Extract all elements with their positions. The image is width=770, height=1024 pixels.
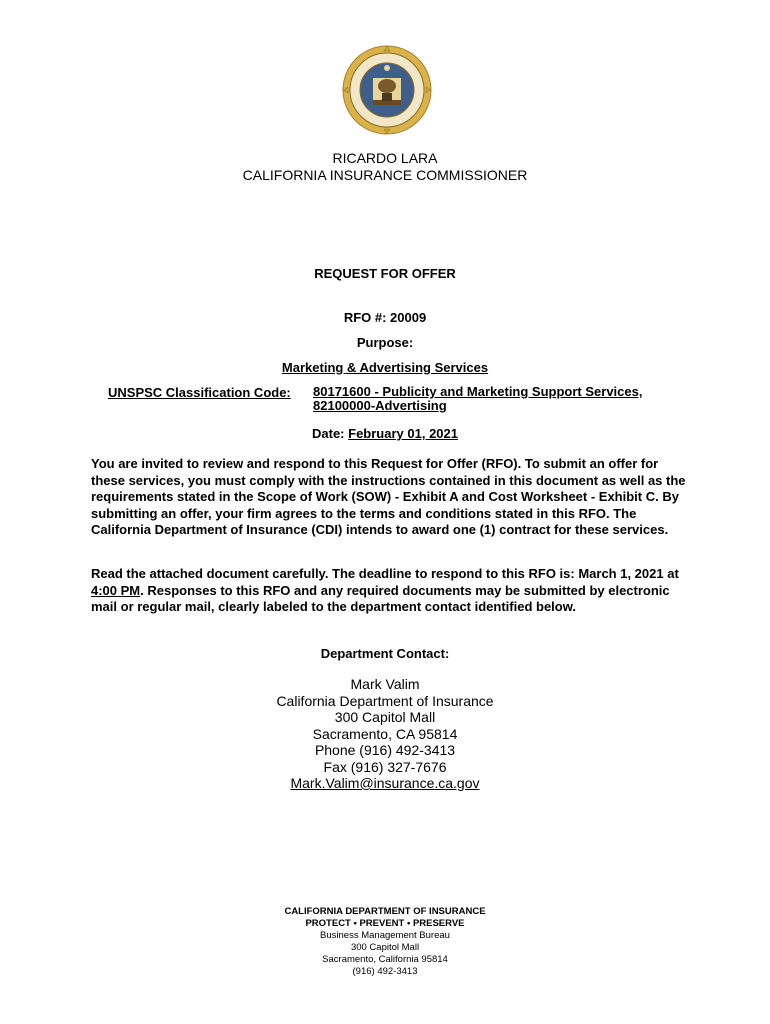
footer-dept: CALIFORNIA DEPARTMENT OF INSURANCE — [284, 906, 486, 917]
deadline-paragraph — [91, 566, 691, 616]
deadline-time: 4:00 PM — [91, 582, 141, 598]
unspsc-label: UNSPSC Classification Code: — [108, 385, 291, 400]
contact-heading: Department Contact: — [320, 646, 450, 661]
date-label: Date: — [312, 426, 345, 441]
unspsc-code-line2: 82100000-Advertising — [313, 398, 447, 413]
deadline-text-cont: . Responses to this RFO and any required documents may be submitted by electronic mail or regular mail, clearly labeled to the department contact identified below. — [91, 582, 670, 614]
rfo-heading: REQUEST FOR OFFER — [314, 266, 456, 281]
contact-email-link[interactable]: Mark.Valim@insurance.ca.gov — [290, 775, 480, 791]
footer-bureau: Business Management Bureau — [320, 930, 450, 941]
contact-fax: Fax (916) 327-7676 — [323, 758, 447, 775]
rfo-number: RFO #: 20009 — [343, 310, 427, 325]
california-department-of-insurance-seal-icon — [342, 45, 432, 135]
rfo-date — [0, 426, 770, 441]
date-value: February 01, 2021 — [348, 426, 458, 441]
footer-street: 300 Capitol Mall — [350, 942, 420, 953]
contact-phone: Phone (916) 492-3413 — [314, 742, 456, 758]
deadline-text: Read the attached document carefully. The deadline to respond to this RFO is: March 1, 2021 at — [91, 566, 679, 581]
commissioner-name: RICARDO LARA — [332, 150, 438, 166]
purpose-label: Purpose: — [356, 335, 414, 350]
contact-block — [0, 676, 770, 792]
footer-phone: (916) 492-3413 — [352, 966, 418, 977]
purpose-value: Marketing & Advertising Services — [281, 360, 489, 375]
contact-org: California Department of Insurance — [276, 692, 494, 709]
intro-paragraph: You are invited to review and respond to this Request for Offer (RFO). To submit an offer for these services, you must comply with the instructions contained in this document as well as the requirements stated in the Scope of Work (SOW) - Exhibit A and Cost Worksheet - Exhibit C. By submitting an offer, your firm agrees to the terms and conditions stated in this RFO. The California Department of Insurance (CDI) intends to award one (1) contract for these services. — [91, 456, 686, 537]
commissioner-title: CALIFORNIA INSURANCE COMMISSIONER — [242, 167, 528, 183]
contact-street: 300 Capitol Mall — [334, 709, 436, 725]
contact-name: Mark Valim — [350, 676, 420, 692]
footer-city: Sacramento, California 95814 — [322, 954, 448, 965]
footer-motto: PROTECT • PREVENT • PRESERVE — [305, 918, 465, 929]
unspsc-code-line1: 80171600 - Publicity and Marketing Support Services, — [313, 384, 643, 399]
contact-city: Sacramento, CA 95814 — [312, 725, 458, 742]
footer — [0, 906, 770, 978]
unspsc-code — [313, 385, 642, 413]
